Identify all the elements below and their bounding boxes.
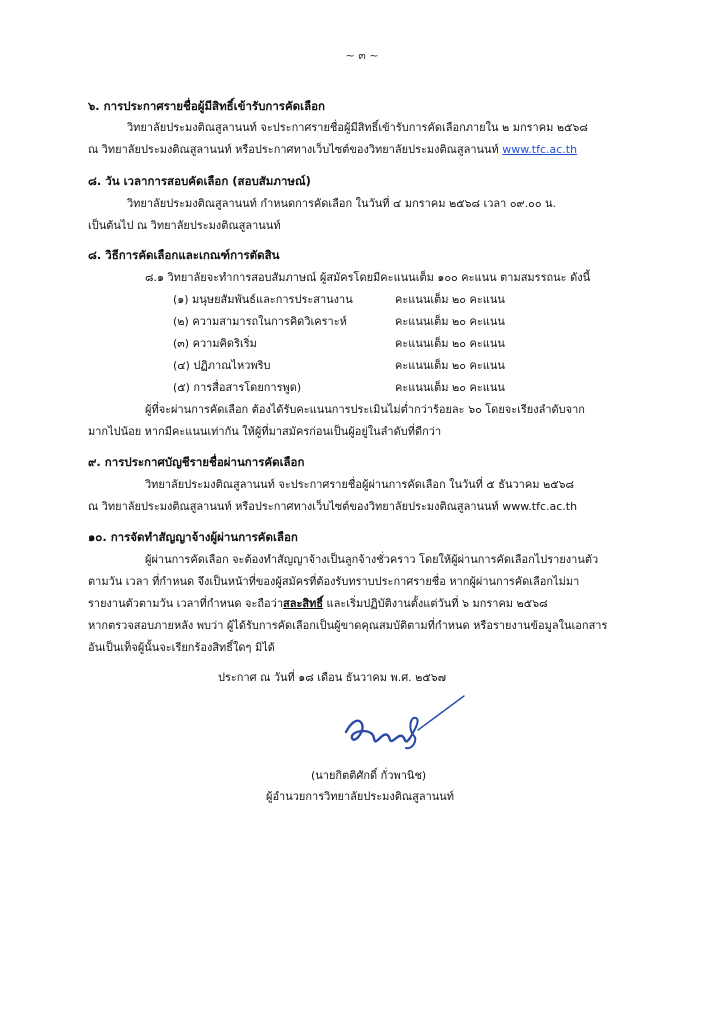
section-10-line-1: ผู้ผ่านการคัดเลือก จะต้องทำสัญญาจ้างเป็นลูกจ้างชั่วคราว โดยให้ผู้ผ่านการคัดเลือกไปรายงานตัว xyxy=(145,553,599,566)
section-10-line-3-pre: รายงานตัวตามวัน เวลาที่กำหนด จะถือว่า xyxy=(88,597,284,610)
criteria-item-2-score: คะแนนเต็ม ๒๐ คะแนน xyxy=(395,315,505,328)
section-10-title: ๑๐. การจัดทำสัญญาจ้างผู้ผ่านการคัดเลือก xyxy=(88,530,298,544)
criteria-item-5-score: คะแนนเต็ม ๒๐ คะแนน xyxy=(395,381,505,394)
section-8-title: ๘. วิธีการคัดเลือกและเกณฑ์การตัดสิน xyxy=(88,248,280,262)
signer-title: ผู้อำนวยการวิทยาลัยประมงติณสูลานนท์ xyxy=(266,790,455,803)
section-6-title: ๖. การประกาศรายชื่อผู้มีสิทธิ์เข้ารับการคัดเลือก xyxy=(88,99,325,113)
section-6-line-2-text: ณ วิทยาลัยประมงติณสูลานนท์ หรือประกาศทางเว็บไซต์ของวิทยาลัยประมงติณสูลานนท์ xyxy=(88,143,499,156)
website-link[interactable]: www.tfc.ac.th xyxy=(502,143,578,156)
section-7-line-2: เป็นต้นไป ณ วิทยาลัยประมงติณสูลานนท์ xyxy=(88,219,281,232)
criteria-item-1-label: (๑) มนุษยสัมพันธ์และการประสานงาน xyxy=(173,293,353,306)
section-10-line-4: หากตรวจสอบภายหลัง พบว่า ผู้ได้รับการคัดเลือกเป็นผู้ขาดคุณสมบัติตามที่กำหนด หรือรายงานข้อมูลในเอกสาร xyxy=(88,619,608,632)
section-10-line-2: ตามวัน เวลา ที่กำหนด จึงเป็นหน้าที่ของผู้สมัครที่ต้องรับทราบประกาศรายชื่อ หากผู้ผ่านการคัดเลือกไม่มา xyxy=(88,575,580,588)
section-10-line-3 xyxy=(88,597,548,611)
criteria-item-4-label: (๔) ปฏิภาณไหวพริบ xyxy=(173,359,271,372)
criteria-item-3-label: (๓) ความคิดริเริ่ม xyxy=(173,337,257,350)
criteria-item-4-score: คะแนนเต็ม ๒๐ คะแนน xyxy=(395,359,505,372)
section-10-line-3-post: และเริ่มปฏิบัติงานตั้งแต่วันที่ ๖ มกราคม ๒๕๖๘ xyxy=(323,597,548,610)
section-6-line-2 xyxy=(88,143,577,157)
criteria-item-1-score: คะแนนเต็ม ๒๐ คะแนน xyxy=(395,293,505,306)
handwritten-signature xyxy=(336,694,466,764)
section-7-line-1: วิทยาลัยประมงติณสูลานนท์ กำหนดการคัดเลือก ในวันที่ ๔ มกราคม ๒๕๖๘ เวลา ๐๙.๐๐ น. xyxy=(127,197,557,210)
section-8-pass-line-1: ผู้ที่จะผ่านการคัดเลือก ต้องได้รับคะแนนการประเมินไม่ต่ำกว่าร้อยละ ๖๐ โดยจะเรียงลำดับจาก xyxy=(145,403,585,416)
section-6-line-1: วิทยาลัยประมงติณสูลานนท์ จะประกาศรายชื่อผู้มีสิทธิ์เข้ารับการคัดเลือกภายใน ๒ มกราคม ๒๕๖๘ xyxy=(127,121,588,134)
section-9-line-1: วิทยาลัยประมงติณสูลานนท์ จะประกาศรายชื่อผู้ผ่านการคัดเลือก ในวันที่ ๕ ธันวาคม ๒๕๖๘ xyxy=(145,478,574,491)
announcement-date: ประกาศ ณ วันที่ ๑๘ เดือน ธันวาคม พ.ศ. ๒๕๖๗ xyxy=(218,671,446,684)
section-8-pass-line-2: มากไปน้อย หากมีคะแนนเท่ากัน ให้ผู้ที่มาสมัครก่อนเป็นผู้อยู่ในลำดับที่ดีกว่า xyxy=(88,425,442,438)
page-number: ~ ๓ ~ xyxy=(345,49,379,62)
section-9-title: ๙. การประกาศบัญชีรายชื่อผ่านการคัดเลือก xyxy=(88,455,305,469)
forfeit-emphasis: สละสิทธิ์ xyxy=(283,597,324,610)
signer-name: (นายกิตติศักดิ์ กั่วพานิช) xyxy=(311,769,427,782)
section-9-line-2: ณ วิทยาลัยประมงติณสูลานนท์ หรือประกาศทางเว็บไซต์ของวิทยาลัยประมงติณสูลานนท์ www.tfc.ac.th xyxy=(88,500,578,513)
section-8-intro: ๘.๑ วิทยาลัยจะทำการสอบสัมภาษณ์ ผู้สมัครโดยมีคะแนนเต็ม ๑๐๐ คะแนน ตามสมรรถนะ ดังนี้ xyxy=(145,271,591,284)
criteria-item-2-label: (๒) ความสามารถในการคิดวิเคราะห์ xyxy=(173,315,347,328)
section-7-title: ๘. วัน เวลาการสอบคัดเลือก (สอบสัมภาษณ์) xyxy=(88,174,311,188)
section-10-line-5: อันเป็นเท็จผู้นั้นจะเรียกร้องสิทธิ์ใดๆ มิได้ xyxy=(88,641,275,654)
criteria-item-5-label: (๕) การสื่อสารโดยการพูด) xyxy=(173,381,302,394)
criteria-item-3-score: คะแนนเต็ม ๒๐ คะแนน xyxy=(395,337,505,350)
